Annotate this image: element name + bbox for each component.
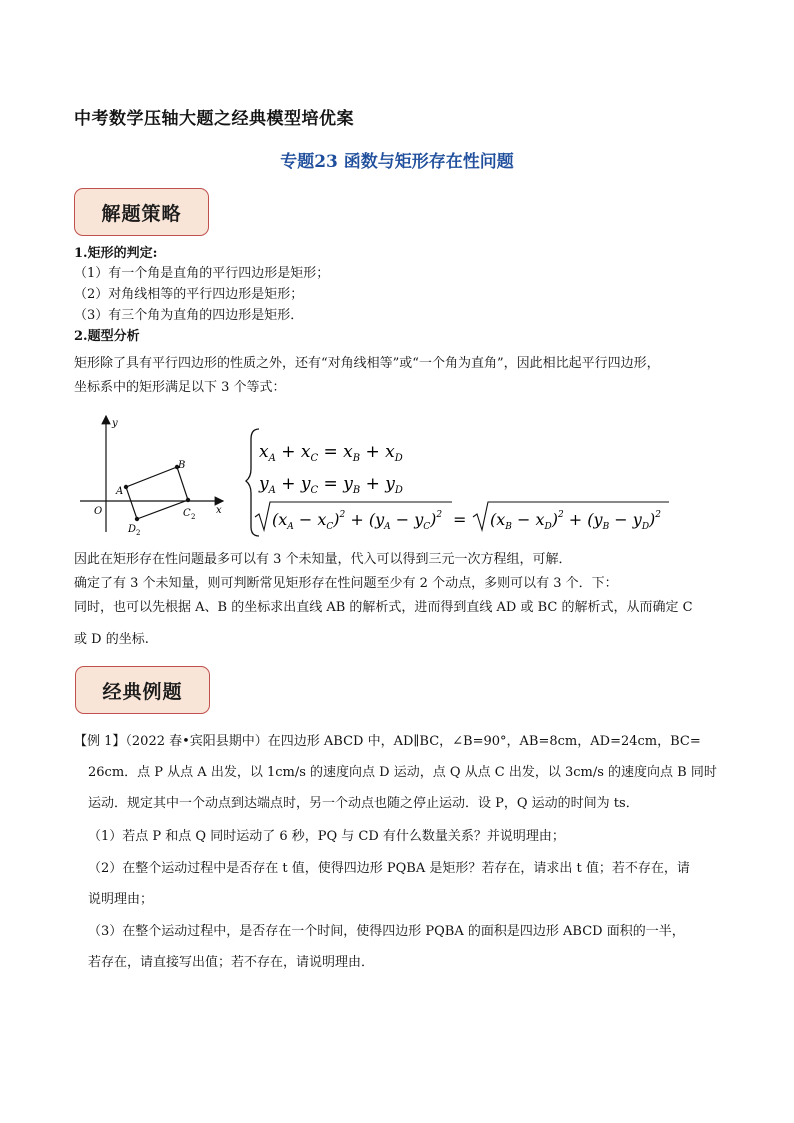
analysis-paragraph-2: 坐标系中的矩形满足以下 3 个等式： xyxy=(74,380,286,395)
strategy-badge: 解题策略 xyxy=(74,188,209,236)
x-axis-label: x xyxy=(216,505,222,516)
label-a: A xyxy=(116,486,124,497)
rule-item-1: （1）有一个角是直角的平行四边形是矩形； xyxy=(74,266,330,281)
equation-3-equals: = xyxy=(453,510,467,529)
topic-title: 专题23 函数与矩形存在性问题 xyxy=(280,152,514,172)
point-a xyxy=(124,485,128,489)
section-heading-1: 1.矩形的判定: xyxy=(74,246,158,261)
rule-item-2: （2）对角线相等的平行四边形是矩形； xyxy=(74,287,304,302)
example-1-question-3a: （3）在整个运动过程中，是否存在一个时间，使得四边形 PQBA 的面积是四边形 ABCD 面积的一半， xyxy=(88,924,685,939)
analysis-paragraph-1: 矩形除了具有平行四边形的性质之外，还有“对角线相等”或“一个角为直角”，因此相比起平行四边形， xyxy=(74,356,660,371)
label-b: B xyxy=(178,460,186,471)
label-d-subscript: 2 xyxy=(136,529,141,535)
analysis-conclusion-4: 或 D 的坐标. xyxy=(74,632,149,647)
analysis-conclusion-3: 同时，也可以先根据 A、B 的坐标求出直线 AB 的解析式，进而得到直线 AD 或 BC 的解析式，从而确定 C xyxy=(74,600,693,615)
document-title: 中考数学压轴大题之经典模型培优案 xyxy=(74,109,354,129)
y-axis-label: y xyxy=(112,418,118,429)
rectangle-coordinate-figure xyxy=(78,410,238,535)
example-1-line-2: 26cm．点 P 从点 A 出发，以 1cm/s 的速度向点 D 运动，点 Q 从点 C 出发，以 3cm/s 的速度向点 B 同时 xyxy=(88,765,717,780)
example-1-question-3b: 若存在，请直接写出值；若不存在，请说明理由． xyxy=(88,955,375,970)
point-c xyxy=(186,498,190,502)
analysis-conclusion-2: 确定了有 3 个未知量，则可判断常见矩形存在性问题至少有 2 个动点，多则可以有 3 个．下： xyxy=(74,576,618,591)
point-d xyxy=(135,517,139,521)
example-1-question-2b: 说明理由； xyxy=(88,892,154,907)
examples-badge: 经典例题 xyxy=(75,666,210,714)
equation-1: $x_A + x_C = x_B + x_D$ xyxy=(259,442,403,464)
origin-label: O xyxy=(94,506,103,517)
example-1-question-1: （1）若点 P 和点 Q 同时运动了 6 秒，PQ 与 CD 有什么数量关系？并说明理由； xyxy=(88,829,565,844)
equation-3-lhs: $(x_A - x_C)^2 + (y_A - y_C)^2$ xyxy=(272,510,443,532)
equation-2: $y_A + y_C = y_B + y_D$ xyxy=(259,474,403,496)
label-c: C xyxy=(183,508,191,519)
analysis-conclusion-1: 因此在矩形存在性问题最多可以有 3 个未知量，代入可以得到三元一次方程组，可解． xyxy=(74,552,572,567)
label-c-subscript: 2 xyxy=(191,513,196,521)
section-heading-2: 2.题型分析 xyxy=(74,329,140,344)
equation-brace xyxy=(246,429,259,536)
equation-system xyxy=(245,425,675,540)
equation-3-rhs: $(x_B - x_D)^2 + (y_B - y_D)^2$ xyxy=(490,510,662,532)
rule-item-3: （3）有三个角为直角的四边形是矩形． xyxy=(74,308,304,323)
example-1-question-2a: （2）在整个运动过程中是否存在 t 值，使得四边形 PQBA 是矩形？若存在，请求出 t 值；若不存在，请 xyxy=(88,861,690,876)
example-1-line-1: 【例 1】（2022 春•宾阳县期中）在四边形 ABCD 中，AD∥BC，∠B=90°，AB=8cm，AD=24cm，BC= xyxy=(74,734,701,749)
example-1-line-3: 运动．规定其中一个动点到达端点时，另一个动点也随之停止运动．设 P，Q 运动的时间为 ts． xyxy=(88,796,639,811)
rectangle-abcd xyxy=(126,467,188,519)
label-d: D xyxy=(128,524,137,535)
